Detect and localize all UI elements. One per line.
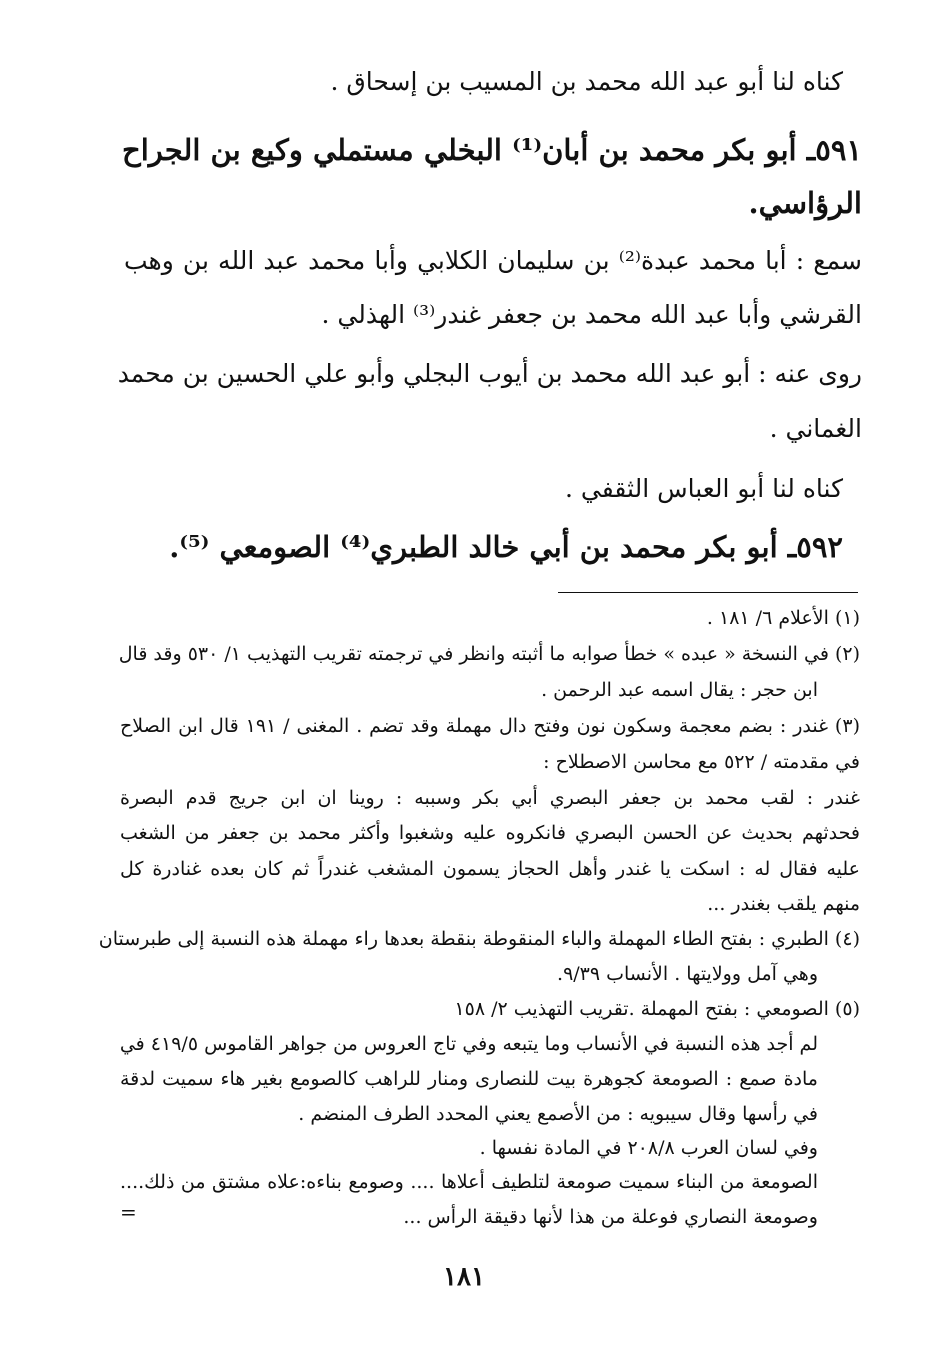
footnote-line: غندر : لقب محمد بن جعفر البصري أبي بكر وسببه : روينا ان ابن جريج قدم البصرة: [120, 787, 860, 809]
text-line: القرشي وأبا عبد الله محمد بن جعفر غندر⁽³⁾ الهذلي .: [321, 300, 862, 329]
footnote-line: وفي لسان العرب ٢٠٨/٨ في المادة نفسها .: [479, 1137, 818, 1159]
text-line: الغماني .: [769, 414, 862, 443]
footnote-line: (١) الأعلام ٦/ ١٨١ .: [706, 607, 860, 629]
footnote-line: عليه فقال له : اسكت يا غندر وأهل الحجاز يسمون المشغب غندراً ثم كان بعده غنادرة كل: [120, 858, 860, 880]
footnote-line: منهم يلقب بغندر ...: [707, 893, 860, 915]
footnote-line: مادة صمع : الصومعة كجوهرة بيت للنصارى ومنار للراهب كالصومع بغير هاء سميت لدقة: [120, 1068, 818, 1090]
footnote-line: في رأسها وقال سيبويه : من الأصمع يعني المحدد الطرف المنضم .: [298, 1103, 818, 1125]
entry-heading-591-continued: الرؤاسي.: [748, 186, 862, 220]
footnote-line: الصومعة من البناء سميت صومعة لتلطيف أعلاها .... وصومع بناءه:علاه مشتق من ذلك....: [120, 1171, 818, 1193]
text-line: سمع : أبا محمد عبدة⁽²⁾ بن سليمان الكلابي وأبا محمد عبد الله بن وهب: [124, 246, 862, 275]
footnote-line: فحدثهم بحديث عن الحسن البصري فانكروه عليه وشغبوا وأكثر محمد بن جعفر من الشغب: [120, 822, 860, 844]
continuation-mark: =: [120, 1200, 137, 1224]
footnote-line: لم أجد هذه النسبة في الأنساب وما يتبعه وفي تاج العروس من جواهر القاموس ٤١٩/٥ في: [119, 1033, 818, 1055]
footnote-separator: [558, 592, 858, 593]
footnote-line: وهي آمل وولايتها . الأنساب ٩/٣٩.: [557, 963, 818, 985]
page-number: ١٨١: [443, 1262, 485, 1292]
footnote-line: (٢) في النسخة « عبده » خطأ صوابه ما أثبته وانظر في ترجمته تقريب التهذيب ١/ ٥٣٠ وقد قال: [118, 643, 860, 665]
text-line: روى عنه : أبو عبد الله محمد بن أيوب البجلي وأبو علي الحسين بن محمد: [117, 359, 862, 388]
footnote-line: (٥) الصومعي : بفتح المهملة .تقريب التهذيب ٢/ ١٥٨: [454, 998, 860, 1020]
footnote-line: (٣) غندر : بضم معجمة وسكون نون وفتح دال مهملة وقد تضم . المغنى / ١٩١ قال ابن الصلاح: [120, 715, 860, 737]
footnote-line: ابن حجر : يقال اسمه عبد الرحمن .: [541, 679, 818, 701]
footnote-line: (٤) الطبري : بفتح الطاء المهملة والباء المنقوطة بنقطة بعدها راء مهملة هذه النسبة إلى طبرستان: [98, 928, 860, 950]
entry-heading-591: ٥٩١ـ أبو بكر محمد بن أبان⁽¹⁾ البخلي مستملي وكيع بن الجراح: [122, 133, 863, 167]
text-line: كناه لنا أبو العباس الثقفي .: [565, 474, 843, 503]
footnote-line: في مقدمته / ٥٢٢ مع محاسن الاصطلاح :: [543, 751, 860, 773]
entry-heading-592: ٥٩٢ـ أبو بكر محمد بن أبي خالد الطبري⁽⁴⁾ الصومعي ⁽⁵⁾.: [169, 530, 843, 564]
text-line: كناه لنا أبو عبد الله محمد بن المسيب بن إسحاق .: [330, 67, 843, 96]
footnote-line: وصومعة النصاري فوعلة من هذا لأنها دقيقة الرأس ...: [403, 1206, 818, 1228]
